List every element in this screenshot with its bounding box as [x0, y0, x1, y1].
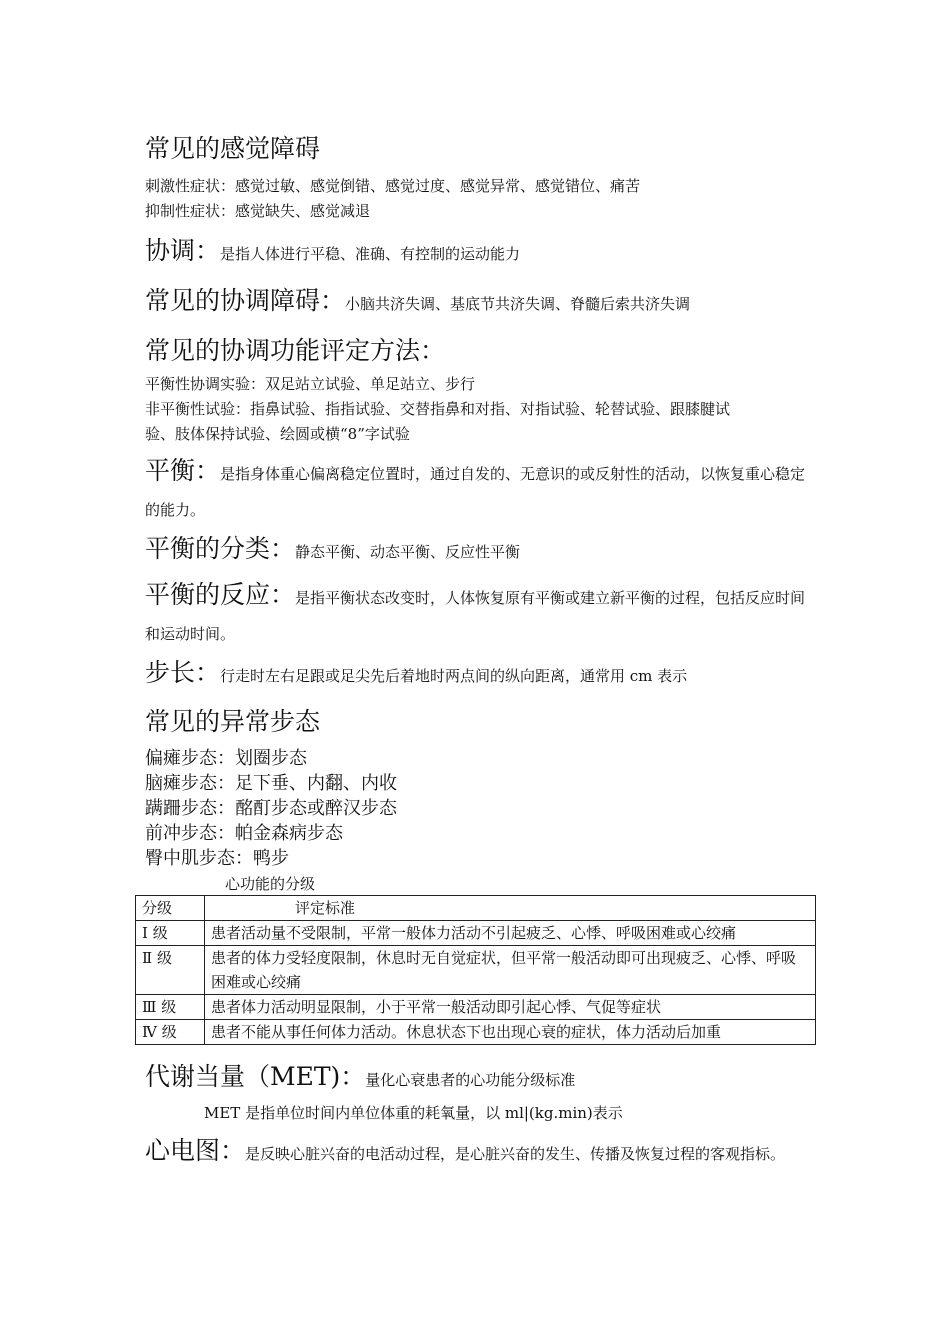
ecg-term: 心电图：	[145, 1136, 246, 1165]
balance-types-def: 静态平衡、动态平衡、反应性平衡	[295, 543, 521, 561]
coordination-definition	[145, 236, 810, 266]
balance-reaction-term: 平衡的反应：	[145, 580, 296, 609]
balance-reaction-definition	[145, 580, 810, 652]
row-criteria: 患者的体力受轻度限制，休息时无自觉症状，但平常一般活动即可出现疲乏、心悸、呼吸困难或心绞痛	[205, 946, 816, 995]
met-definition	[145, 1062, 810, 1092]
table-header-row	[136, 896, 816, 921]
coord-disorders-term: 常见的协调障碍：	[145, 286, 346, 315]
row-criteria: 患者不能从事任何体力活动。休息状态下也出现心衰的症状，体力活动后加重	[205, 1020, 816, 1045]
coord-eval-nonbalance-tests-1: 非平衡性试验：指鼻试验、指指试验、交替指鼻和对指、对指试验、轮替试验、跟膝腱试	[145, 400, 731, 418]
heart-function-table	[135, 895, 816, 1045]
row-level: Ⅰ 级	[136, 921, 205, 946]
balance-def: 是指身体重心偏离稳定位置时，通过自发的、无意识的或反射性的活动，以恢复重心稳定的能力。	[145, 465, 806, 519]
met-term: 代谢当量（MET)：	[145, 1062, 366, 1091]
row-criteria: 患者活动量不受限制，平常一般体力活动不引起疲乏、心悸、呼吸困难或心绞痛	[205, 921, 816, 946]
row-criteria: 患者体力活动明显限制，小于平常一般活动即引起心悸、气促等症状	[205, 995, 816, 1020]
met-def: 量化心衰患者的心功能分级标准	[365, 1071, 576, 1089]
row-level: Ⅳ 级	[136, 1020, 205, 1045]
gait-item: 脑瘫步态：足下垂、内翻、内收	[145, 773, 397, 794]
coord-disorders-def: 小脑共济失调、基底节共济失调、脊髓后索共济失调	[345, 295, 691, 313]
balance-term: 平衡：	[145, 456, 221, 485]
sensory-title: 常见的感觉障碍	[145, 134, 321, 163]
row-level: Ⅱ 级	[136, 946, 205, 995]
gait-item: 偏瘫步态：划圈步态	[145, 748, 307, 769]
table-row	[136, 921, 816, 946]
coord-disorders-definition	[145, 286, 810, 316]
coord-eval-title: 常见的协调功能评定方法：	[145, 336, 446, 365]
gait-title: 常见的异常步态	[145, 707, 321, 736]
ecg-definition	[145, 1136, 810, 1172]
balance-definition	[145, 456, 810, 528]
table-row	[136, 1020, 816, 1045]
step-length-term: 步长：	[145, 658, 221, 687]
balance-types-term: 平衡的分类：	[145, 534, 296, 563]
sensory-inhibitory-line: 抑制性症状：感觉缺失、感觉减退	[145, 202, 371, 220]
balance-reaction-def: 是指平衡状态改变时，人体恢复原有平衡或建立新平衡的过程，包括反应时间和运动时间。	[145, 589, 806, 643]
header-level: 分级	[136, 896, 205, 921]
table-row	[136, 946, 816, 995]
step-length-def: 行走时左右足跟或足尖先后着地时两点间的纵向距离，通常用 cm 表示	[220, 667, 688, 685]
sensory-irritative-line: 刺激性症状：感觉过敏、感觉倒错、感觉过度、感觉异常、感觉错位、痛苦	[145, 177, 641, 195]
coord-eval-balance-tests: 平衡性协调实验：双足站立试验、单足站立、步行	[145, 375, 476, 393]
met-note: MET 是指单位时间内单位体重的耗氧量，以 ml|(kg.min)表示	[204, 1104, 623, 1122]
ecg-def: 是反映心脏兴奋的电活动过程，是心脏兴奋的发生、传播及恢复过程的客观指标。	[245, 1145, 786, 1163]
coordination-def: 是指人体进行平稳、准确、有控制的运动能力	[220, 245, 521, 263]
table-row	[136, 995, 816, 1020]
coord-eval-nonbalance-tests-2: 验、肢体保持试验、绘圆或横“8”字试验	[145, 425, 410, 443]
step-length-definition	[145, 658, 810, 688]
heart-table-caption: 心功能的分级	[225, 875, 316, 893]
row-level: Ⅲ 级	[136, 995, 205, 1020]
gait-item: 臀中肌步态：鸭步	[145, 848, 289, 869]
coordination-term: 协调：	[145, 236, 221, 265]
gait-item: 前冲步态：帕金森病步态	[145, 823, 343, 844]
gait-item: 蹒跚步态：酩酊步态或醉汉步态	[145, 798, 397, 819]
balance-types-definition	[145, 534, 810, 564]
header-criteria: 评定标准	[205, 896, 816, 921]
